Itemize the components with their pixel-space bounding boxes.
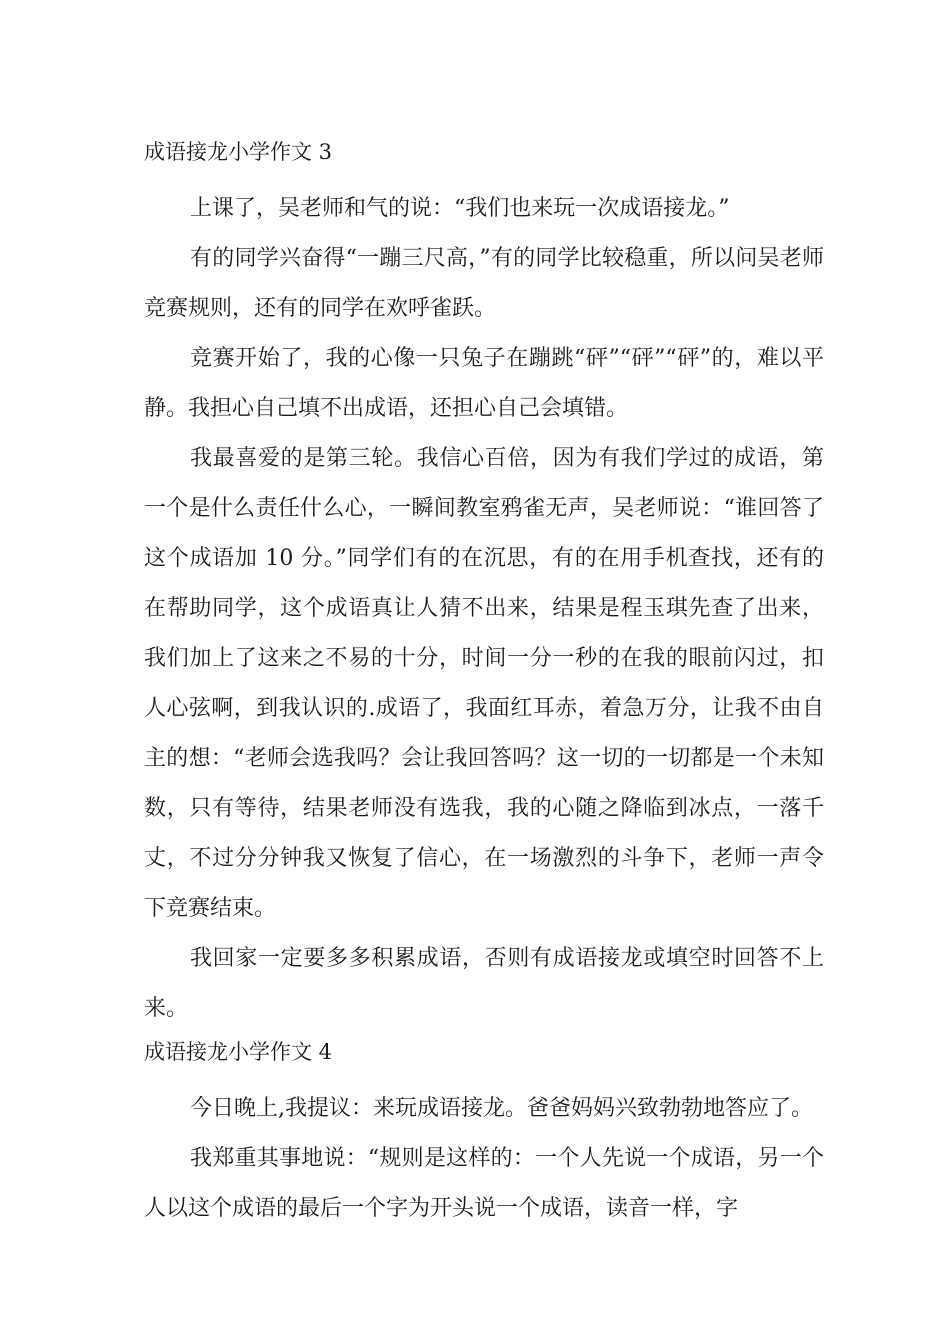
paragraph: 竞赛开始了，我的心像一只兔子在蹦跳“砰”“砰”“砰”的，难以平静。我担心自己填不出成语，还担心自己会填错。 <box>144 346 824 421</box>
paragraph: 我郑重其事地说：“规则是这样的：一个人先说一个成语，另一个人以这个成语的最后一个字为开头说一个成语，读音一样，字 <box>144 1146 824 1221</box>
paragraph: 我回家一定要多多积累成语，否则有成语接龙或填空时回答不上来。 <box>144 946 824 1021</box>
paragraph: 有的同学兴奋得“一蹦三尺高，”有的同学比较稳重，所以问吴老师竞赛规则，还有的同学在欢呼雀跃。 <box>144 246 824 321</box>
document-body <box>144 134 824 1234</box>
paragraph: 我最喜爱的是第三轮。我信心百倍，因为有我们学过的成语，第一个是什么责任什么心，一瞬间教室鸦雀无声，吴老师说：“谁回答了这个成语加 10 分。”同学们有的在沉思，有的在用手机查找，还有的在帮助同学，这个成语真让人猜不出来，结果是程玉琪先查了出来，我们加上了这来之不易的十分，时间一分一秒的在我的眼前闪过，扣人心弦啊，到我认识的.成语了，我面红耳赤，着急万分，让我不由自主的想：“老师会选我吗？会让我回答吗？这一切的一切都是一个未知数，只有等待，结果老师没有选我，我的心随之降临到冰点，一落千丈，不过分分钟我又恢复了信心，在一场激烈的斗争下，老师一声令下竞赛结束。 <box>144 446 824 921</box>
paragraph: 上课了，吴老师和气的说：“我们也来玩一次成语接龙。” <box>190 196 730 221</box>
section-title-essay-3: 成语接龙小学作文 3 <box>144 140 333 164</box>
section-title-essay-4: 成语接龙小学作文 4 <box>144 1040 333 1064</box>
paragraph: 今日晚上,我提议：来玩成语接龙。爸爸妈妈兴致勃勃地答应了。 <box>190 1096 813 1121</box>
